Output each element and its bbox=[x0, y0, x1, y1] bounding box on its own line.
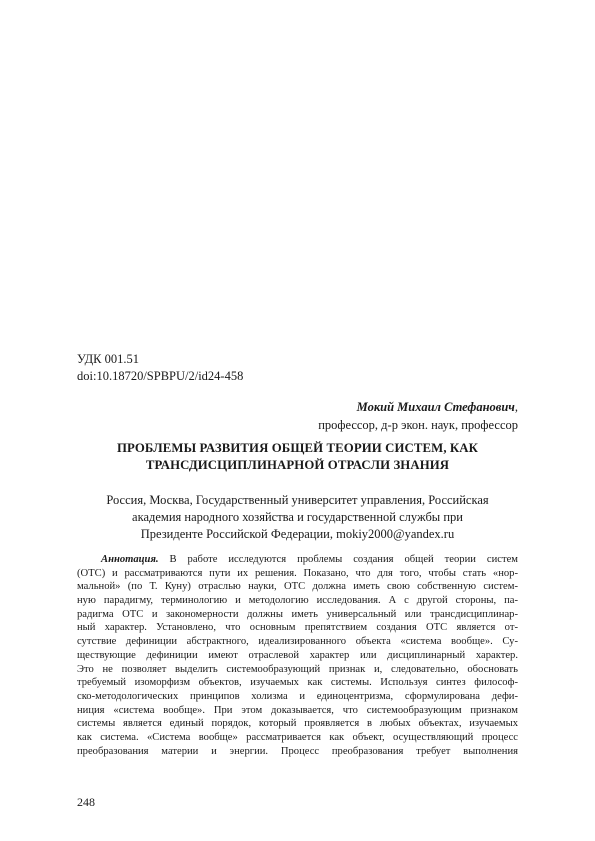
affiliation-line-3: Президенте Российской Федерации, mokiy2000@yandex.ru bbox=[140, 527, 455, 541]
affiliation bbox=[77, 492, 518, 543]
abstract-line: сутствие дефиниции абстрактного, идеализированного объекта «система вообще». Су- bbox=[77, 636, 518, 648]
abstract-line: ную парадигму, терминологию и методологию исследования. А с другой стороны, па- bbox=[77, 595, 518, 607]
title-line-1: ПРОБЛЕМЫ РАЗВИТИЯ ОБЩЕЙ ТЕОРИИ СИСТЕМ, КАК bbox=[116, 441, 479, 455]
abstract-line: ниция «система вообще». При этом доказывается, что системообразующим признаком bbox=[77, 704, 518, 716]
author-name-line bbox=[318, 398, 518, 416]
page-number: 248 bbox=[77, 795, 95, 809]
abstract bbox=[77, 553, 518, 758]
affiliation-line-1: Россия, Москва, Государственный университет управления, Российская bbox=[106, 493, 489, 507]
abstract-line: как система. «Система вообще» рассматривается как объект, осуществляющий процесс bbox=[77, 731, 518, 743]
abstract-line: ско-методологических принципов холизма и единоцентризма, сформулирована дефи- bbox=[77, 690, 518, 702]
abstract-label: Аннотация. bbox=[101, 554, 159, 565]
abstract-line: ществующие дефиниции имеют отраслевой характер или дисциплинарный характер. bbox=[77, 649, 518, 661]
abstract-line: Это не позволяет выделить системообразующий признак и, следовательно, обосновать bbox=[77, 663, 518, 675]
abstract-line: радигма ОТС и закономерности должны иметь универсальный или трансдисциплинар- bbox=[77, 608, 518, 620]
doi: doi:10.18720/SPBPU/2/id24-458 bbox=[77, 369, 244, 383]
abstract-line: системы является единый порядок, который проявляется в любых объектах, изучаемых bbox=[77, 718, 518, 730]
abstract-line: требуемый изоморфизм объектов, изучаемых как системы. Используя синтез философ- bbox=[77, 677, 518, 689]
udk-code: УДК 001.51 bbox=[77, 352, 139, 366]
abstract-line: (ОТС) и рассматриваются пути их решения. Показано, что для того, чтобы стать «нор- bbox=[77, 567, 518, 579]
author-name-comma: , bbox=[514, 400, 518, 414]
article-title bbox=[77, 440, 518, 473]
abstract-line-text: В работе исследуются проблемы создания общей теории систем bbox=[158, 554, 518, 565]
author-block bbox=[318, 398, 518, 434]
article-identifiers bbox=[77, 351, 243, 385]
author-name: Мокий Михаил Стефанович bbox=[356, 400, 515, 414]
affiliation-line-2: академия народного хозяйства и государственной службы при bbox=[132, 510, 463, 524]
abstract-line: мальной» (по Т. Куну) отраслью науки, ОТС должна иметь свою собственную систем- bbox=[77, 581, 518, 593]
title-line-2: ТРАНСДИСЦИПЛИНАРНОЙ ОТРАСЛИ ЗНАНИЯ bbox=[145, 457, 450, 472]
abstract-line: преобразования материи и энергии. Процесс преобразования требует выполнения bbox=[77, 745, 518, 757]
author-position: профессор, д-р экон. наук, профессор bbox=[318, 418, 518, 432]
abstract-line: ный характер. Установлено, что основным препятствием создания ОТС является от- bbox=[77, 622, 518, 634]
abstract-line bbox=[77, 553, 518, 567]
